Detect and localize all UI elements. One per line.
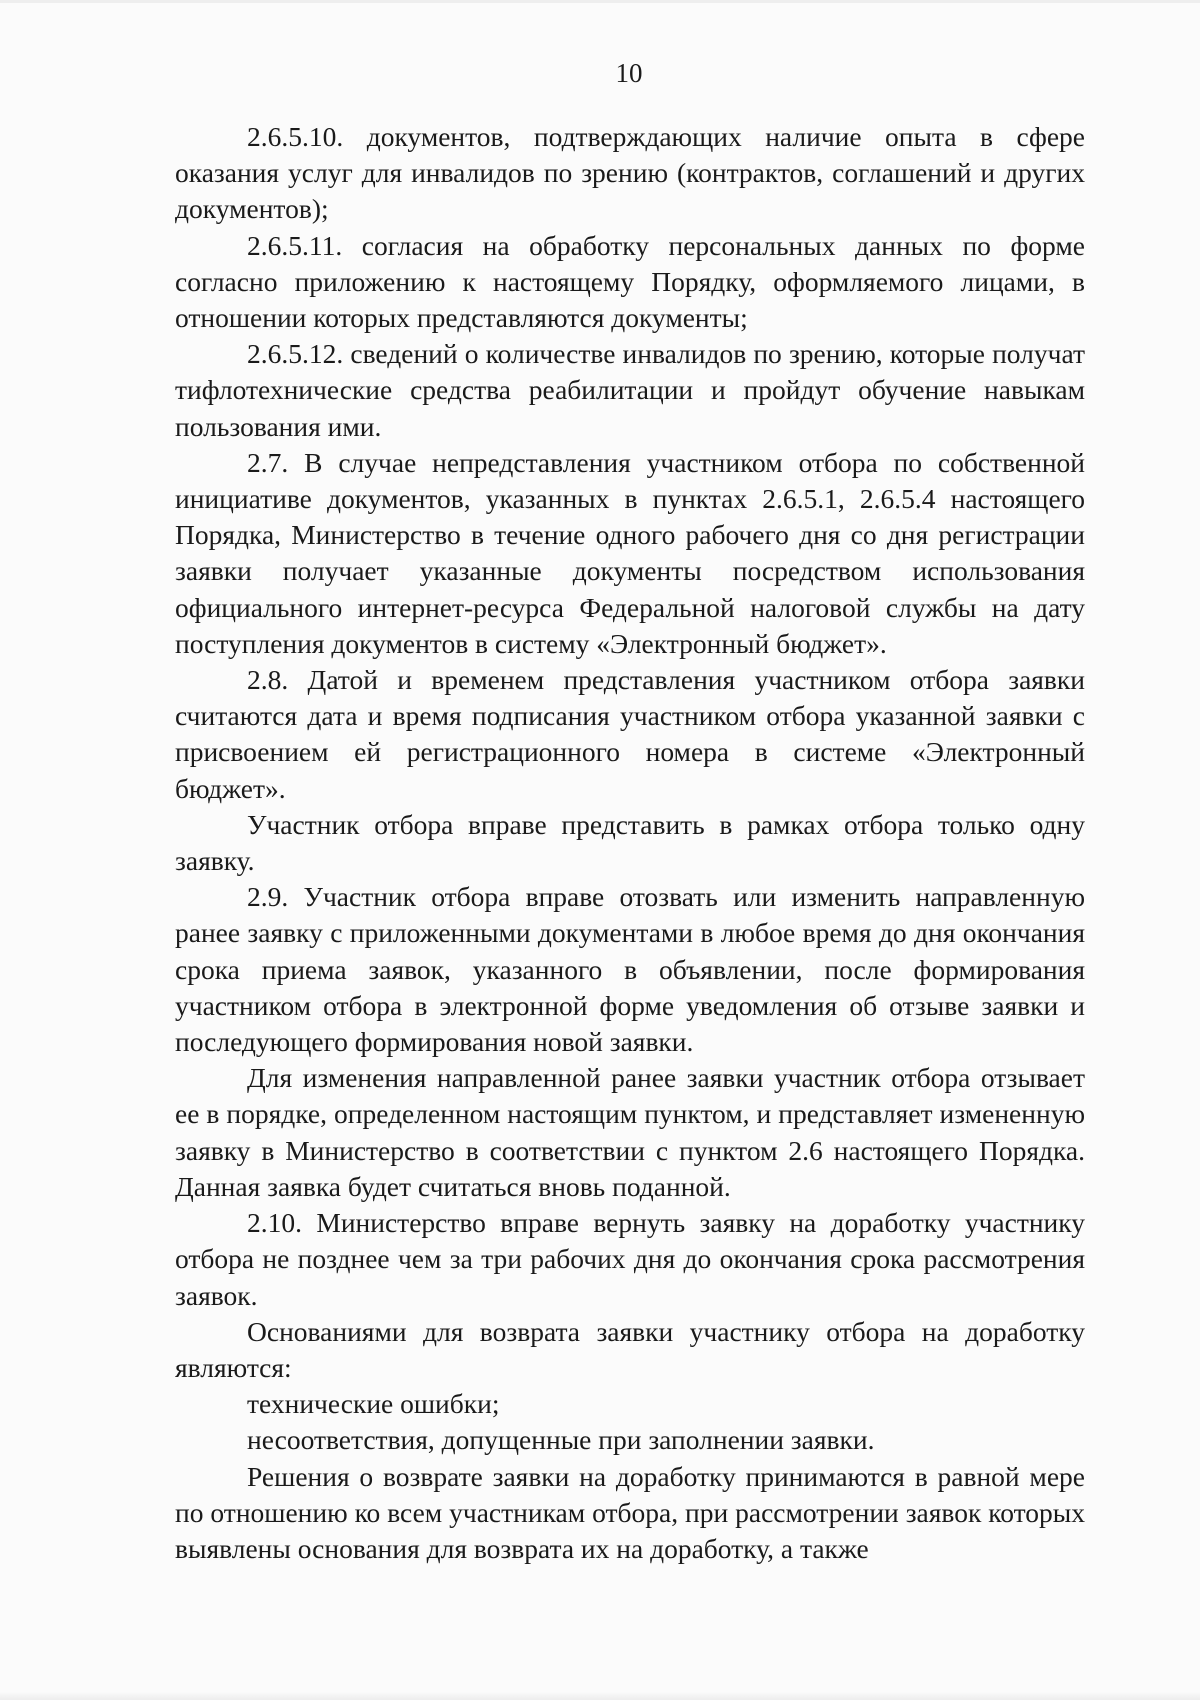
paragraph-one-application: Участник отбора вправе представить в рамках отбора только одну заявку.: [175, 808, 1085, 877]
body-text: [175, 119, 1085, 1567]
paragraph-2-7: 2.7. В случае непредставления участником отбора по собственной инициативе документов, указанных в пунктах 2.6.5.1, 2.6.5.4 настоящего Порядка, Министерство в течение одного рабочего дня со дня регистрации заявки получает указанные документы посредством использования официального интернет-ресурса Федеральной налоговой службы на дату поступления документов в систему «Электронный бюджет».: [175, 446, 1085, 659]
scan-edge-bottom: [0, 1692, 1200, 1700]
paragraph-2-6-5-10: 2.6.5.10. документов, подтверждающих наличие опыта в сфере оказания услуг для инвалидов по зрению (контрактов, соглашений и других документов);: [175, 121, 1085, 225]
paragraph-return-grounds: Основаниями для возврата заявки участнику отбора на доработку являются:: [175, 1315, 1085, 1383]
paragraph-2-6-5-11: 2.6.5.11. согласия на обработку персональных данных по форме согласно приложению к настоящему Порядку, оформляемого лицами, в отношении которых представляются документы;: [175, 229, 1085, 334]
list-item-nonconformities: несоответствия, допущенные при заполнении заявки.: [247, 1424, 875, 1456]
paragraph-2-9: 2.9. Участник отбора вправе отозвать или изменить направленную ранее заявку с приложенными документами в любое время до дня окончания срока приема заявок, указанного в объявлении, после формирования участником отбора в электронной форме уведомления об отзыве заявки и последующего формирования новой заявки.: [175, 881, 1085, 1058]
paragraph-2-6-5-12: 2.6.5.12. сведений о количестве инвалидов по зрению, которые получат тифлотехнические средства реабилитации и пройдут обучение навыкам пользования ими.: [175, 338, 1085, 442]
scan-edge-top: [0, 0, 1200, 3]
paragraph-2-10: 2.10. Министерство вправе вернуть заявку на доработку участнику отбора не позднее чем за три рабочих дня до окончания срока рассмотрения заявок.: [175, 1207, 1085, 1311]
paragraph-return-decisions: Решения о возврате заявки на доработку принимаются в равной мере по отношению ко всем участникам отбора, при рассмотрении заявок которых выявлены основания для возврата их на доработку, а также: [175, 1460, 1085, 1564]
paragraph-change-application: Для изменения направленной ранее заявки участник отбора отзывает ее в порядке, определенном настоящим пунктом, и представляет измененную заявку в Министерство в соответствии с пунктом 2.6 настоящего Порядка. Данная заявка будет считаться вновь поданной.: [175, 1062, 1085, 1202]
paragraph-2-8: 2.8. Датой и временем представления участником отбора заявки считаются дата и время подписания участником отбора указанной заявки с присвоением ей регистрационного номера в системе «Электронный бюджет».: [175, 664, 1085, 804]
page-number: 10: [615, 58, 643, 88]
list-item-technical-errors: технические ошибки;: [247, 1388, 500, 1420]
